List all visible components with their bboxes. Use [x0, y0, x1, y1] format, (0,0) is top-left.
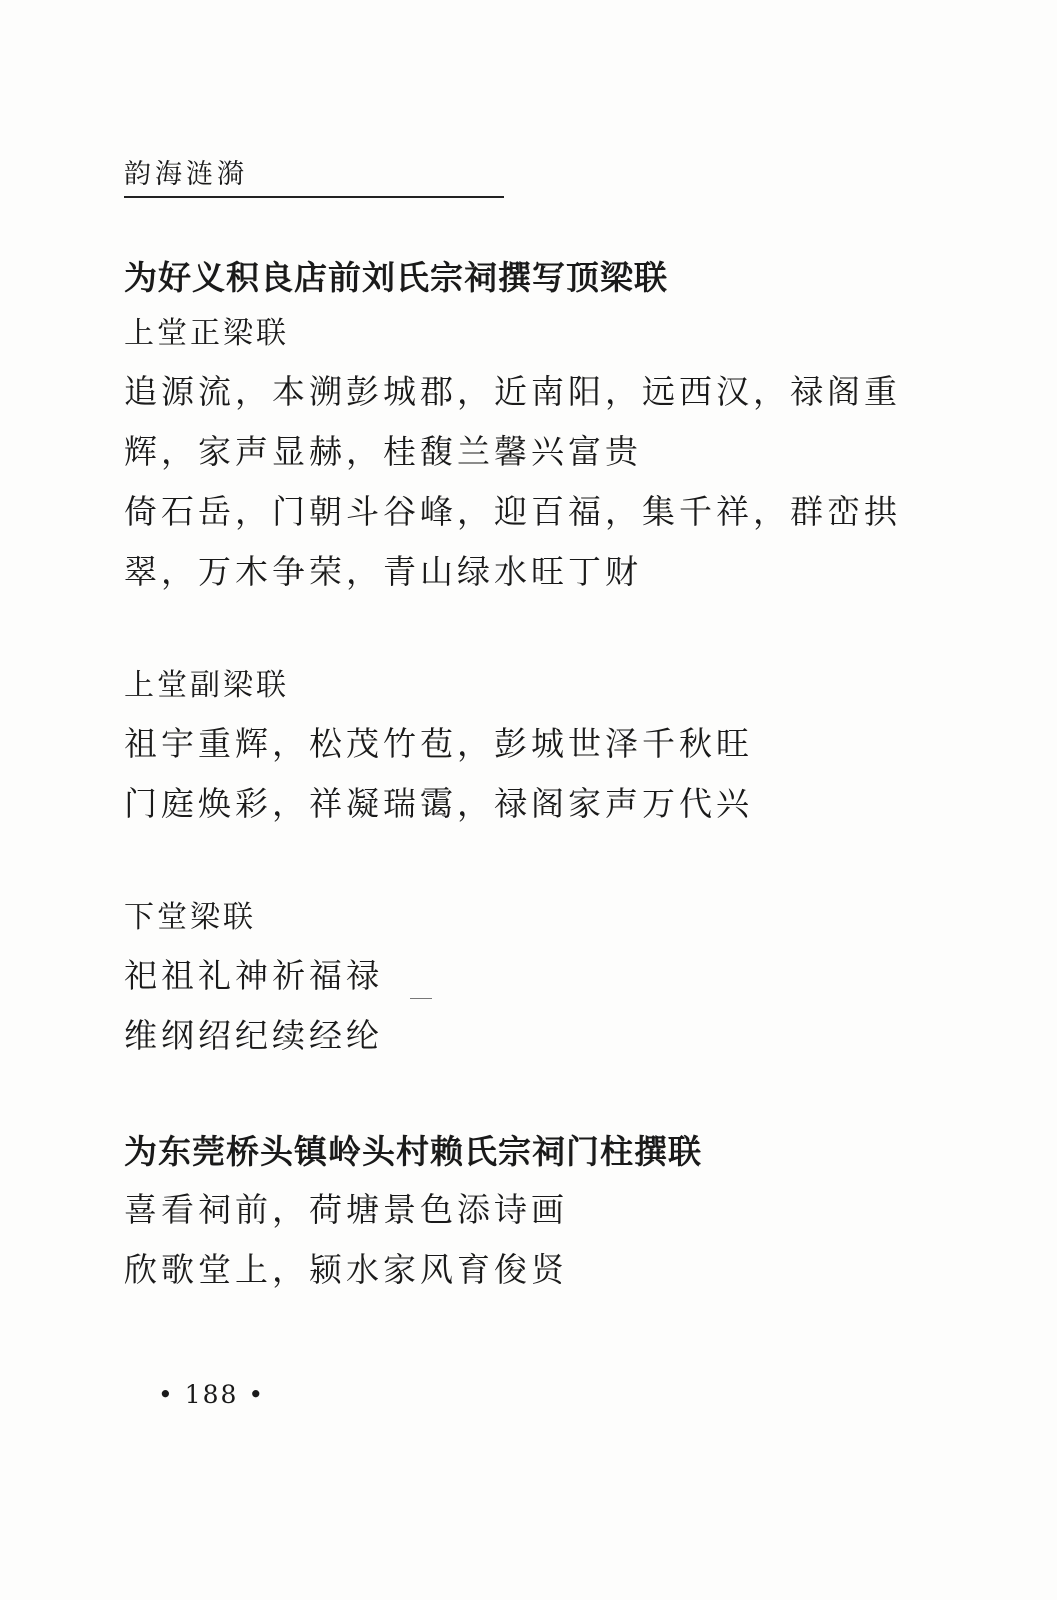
couplet-line: 喜看祠前，荷塘景色添诗画 [124, 1190, 568, 1229]
paragraph-gap [124, 602, 924, 658]
page-number: • 188 • [158, 1380, 266, 1409]
couplet-line: 维纲绍纪续经纶 [124, 1016, 383, 1055]
couplet-line: 门庭焕彩，祥凝瑞霭，禄阁家声万代兴 [124, 784, 753, 823]
couplet-line: 祀祖礼神祈福禄 [124, 956, 383, 995]
couplet-line: 欣歌堂上，颍水家风育俊贤 [124, 1250, 568, 1289]
running-header: 韵海涟漪 [124, 158, 504, 198]
section-title-lai-ancestral-hall: 为东莞桥头镇岭头村赖氏宗祠门柱撰联 [124, 1132, 702, 1171]
couplet-line: 翠，万木争荣，青山绿水旺丁财 [124, 552, 642, 591]
paragraph-gap [124, 1066, 924, 1124]
couplet-line: 倚石岳，门朝斗谷峰，迎百福，集千祥，群峦拱 [124, 492, 901, 531]
subtitle-upper-hall-main-beam: 上堂正梁联 [124, 316, 289, 351]
section-title-liu-ancestral-hall: 为好义积良店前刘氏宗祠撰写顶梁联 [124, 258, 668, 297]
couplet-line: 辉，家声显赫，桂馥兰馨兴富贵 [124, 432, 642, 471]
subtitle-lower-hall-beam: 下堂梁联 [124, 900, 256, 935]
stray-print-mark [410, 998, 432, 999]
couplet-line: 祖宇重辉，松茂竹苞，彭城世泽千秋旺 [124, 724, 753, 763]
paragraph-gap [124, 834, 924, 890]
couplet-line: 追源流，本溯彭城郡，近南阳，远西汉，禄阁重 [124, 372, 901, 411]
subtitle-upper-hall-secondary-beam: 上堂副梁联 [124, 668, 289, 703]
page-content [124, 250, 924, 1300]
